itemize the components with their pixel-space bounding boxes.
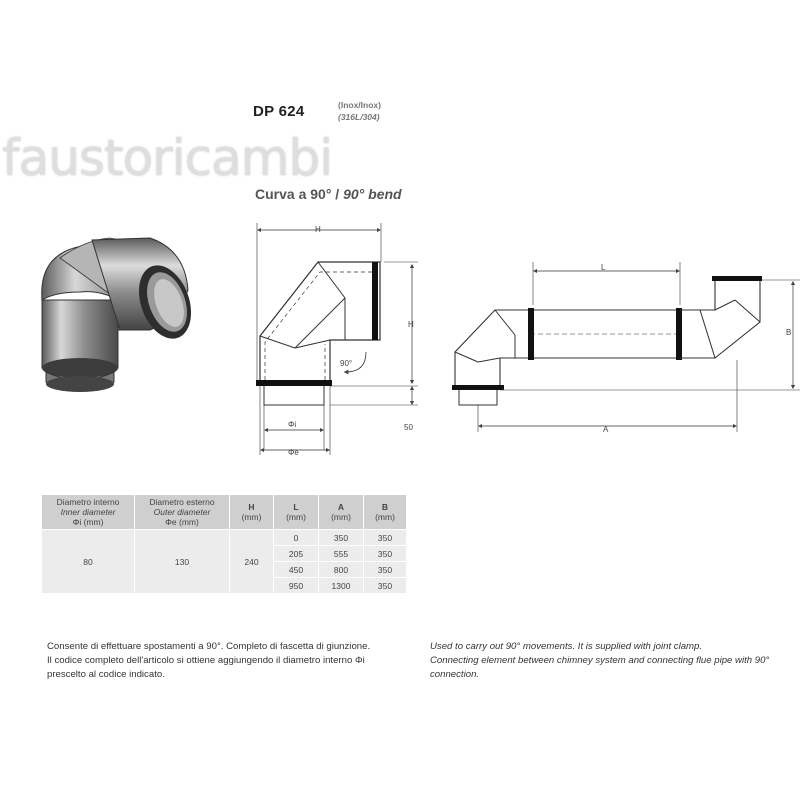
dim-label-phi-i: Φi	[288, 420, 297, 429]
cell-outer-diameter: 130	[135, 530, 230, 594]
offset-assembly-view	[452, 262, 800, 432]
material-line-2: (316L/304)	[338, 112, 380, 122]
elbow-side-view	[256, 223, 418, 455]
elbow-product-image	[42, 238, 201, 392]
col-outer-diameter: Diametro esterno Outer diameter Φe (mm)	[135, 495, 230, 530]
col-a: A (mm)	[319, 495, 364, 530]
title-italian: Curva a 90° /	[255, 186, 344, 202]
dim-label-h-top: H	[315, 225, 321, 234]
cell-l: 205	[274, 546, 319, 562]
cell-l: 0	[274, 530, 319, 546]
material-line-1: (Inox/Inox)	[338, 100, 381, 110]
cell-l: 450	[274, 562, 319, 578]
dim-label-angle: 90°	[340, 359, 353, 368]
dim-label-a: A	[603, 425, 609, 434]
cell-h: 240	[230, 530, 274, 594]
col-l: L (mm)	[274, 495, 319, 530]
description-italian	[47, 640, 402, 682]
table-row	[42, 530, 407, 546]
dim-label-50: 50	[404, 423, 413, 432]
cell-inner-diameter: 80	[42, 530, 135, 594]
col-b: B (mm)	[364, 495, 407, 530]
cell-a: 350	[319, 530, 364, 546]
description-english	[430, 640, 785, 682]
cell-b: 350	[364, 562, 407, 578]
cell-a: 555	[319, 546, 364, 562]
description-it-paragraph-2: Il codice completo dell'articolo si ottiene aggiungendo il diametro interno Φi prescelto al codice indicato.	[47, 655, 365, 680]
cell-b: 350	[364, 530, 407, 546]
col-inner-diameter: Diametro interno Inner diameter Φi (mm)	[42, 495, 135, 530]
dim-label-phi-e: Φe	[288, 448, 299, 457]
description-en-paragraph-2: Connecting element between chimney system and connecting flue pipe with 90° connection.	[430, 655, 770, 680]
description-it-paragraph-1: Consente di effettuare spostamenti a 90°. Completo di fascetta di giunzione.	[47, 641, 371, 652]
col-h: H (mm)	[230, 495, 274, 530]
cell-b: 350	[364, 578, 407, 594]
dim-label-h-side: H	[408, 320, 414, 329]
title-english: 90° bend	[343, 186, 402, 202]
cell-l: 950	[274, 578, 319, 594]
table-header-row	[42, 495, 407, 530]
description-en-paragraph-1: Used to carry out 90° movements. It is supplied with joint clamp.	[430, 641, 703, 652]
product-code: DP 624	[253, 103, 305, 120]
cell-a: 1300	[319, 578, 364, 594]
dim-label-b: B	[786, 328, 792, 337]
cell-b: 350	[364, 546, 407, 562]
cell-a: 800	[319, 562, 364, 578]
watermark-text: faustoricambi	[2, 129, 333, 187]
dim-label-l: L	[601, 263, 606, 272]
dimensions-table	[42, 495, 407, 594]
